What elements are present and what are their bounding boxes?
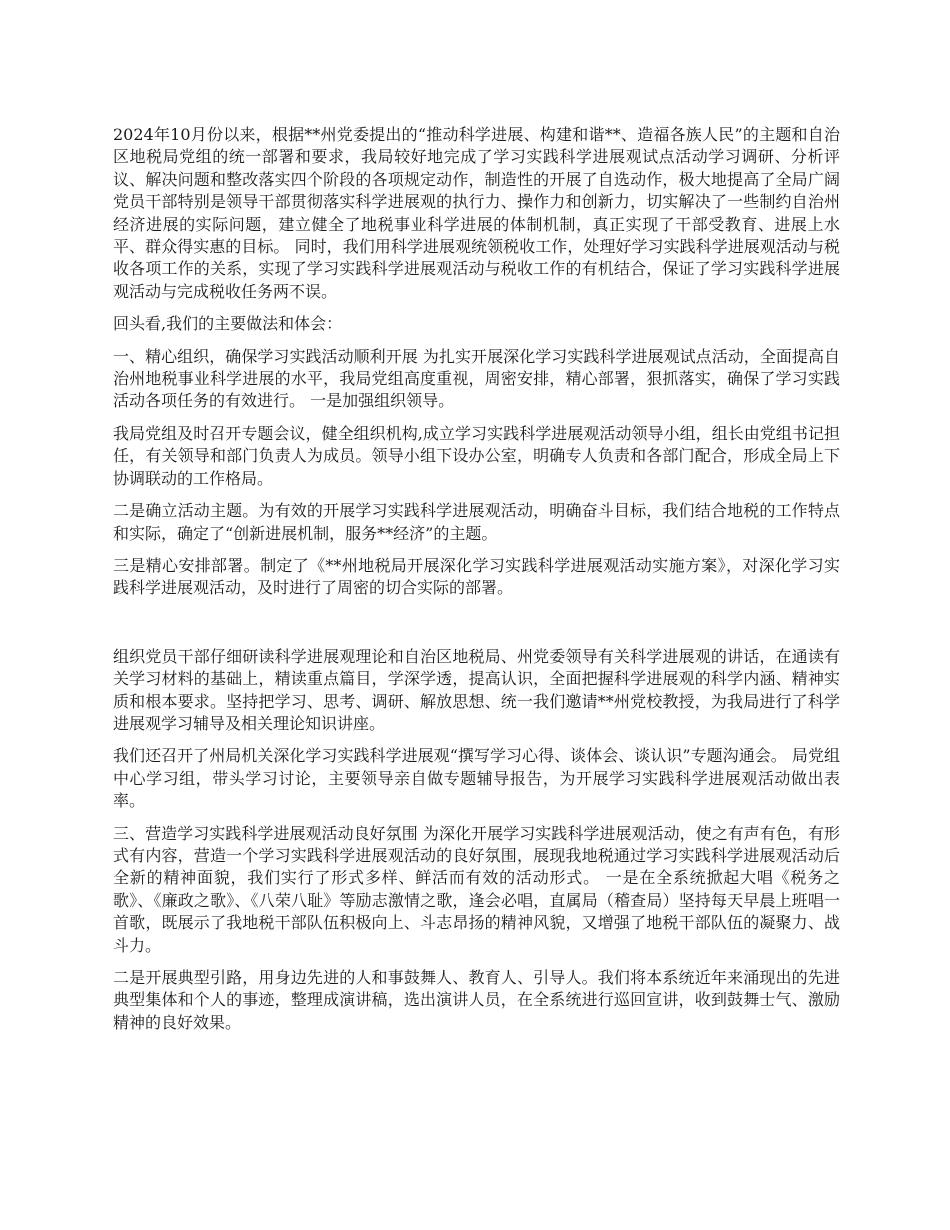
theme-paragraph: 二是确立活动主题。为有效的开展学习实践科学进展观活动，明确奋斗目标，我们结合地税的工作特点和实际，确定了“创新进展机制，服务**经济”的主题。 bbox=[113, 501, 840, 543]
organization-paragraph: 我局党组及时召开专题会议，健全组织机构,成立学习实践科学进展观活动领导小组，组长由党组书记担任，有关领导和部门负责人为成员。领导小组下设办公室，明确专人负责和各部门配合，形成全局上下协调联动的工作格局。 bbox=[113, 423, 840, 488]
deployment-paragraph: 三是精心安排部署。制定了《**州地税局开展深化学习实践科学进展观活动实施方案》，对深化学习实践科学进展观活动，及时进行了周密的切合实际的部署。 bbox=[113, 555, 840, 598]
role-model-paragraph: 二是开展典型引路，用身边先进的人和事鼓舞人、教育人、引导人。我们将本系统近年来涌现出的先进典型集体和个人的事迹，整理成演讲稿，选出演讲人员，在全系统进行巡回宣讲，收到鼓舞士气、激励精神的良好效果。 bbox=[113, 968, 840, 1032]
meeting-paragraph: 我们还召开了州局机关深化学习实践科学进展观“撰写学习心得、谈体会、谈认识”专题沟通会。 局党组中心学习组，带头学习讨论，主要领导亲自做专题辅导报告，为开展学习实践科学进展观活动做出表率。 bbox=[113, 746, 840, 811]
section-three-paragraph: 三、营造学习实践科学进展观活动良好氛围 为深化开展学习实践科学进展观活动，使之有声有色，有形式有内容，营造一个学习实践科学进展观活动的良好氛围，展现我地税通过学习实践科学进展观活动后全新的精神面貌，我们实行了形式多样、鲜活而有效的活动形式。 一是在全系统掀起大唱《税务之歌》、《廉政之歌》、《八荣八耻》等励志激情之歌，逢会必唱，直属局（稽查局）坚持每天早晨上班唱一首歌，既展示了我地税干部队伍积极向上、斗志昂扬的精神风貌，又增强了地税干部队伍的凝聚力、战斗力。 bbox=[113, 823, 840, 955]
paragraph-gap bbox=[113, 610, 840, 646]
study-paragraph: 组织党员干部仔细研读科学进展观理论和自治区地税局、州党委领导有关科学进展观的讲话，在通读有关学习材料的基础上，精读重点篇目，学深学透，提高认识，全面把握科学进展观的科学内涵、精神实质和根本要求。坚持把学习、思考、调研、解放思想、统一我们邀请**州党校教授，为我局进行了科学进展观学习辅导及相关理论知识讲座。 bbox=[113, 646, 840, 733]
section-one-paragraph: 一、精心组织，确保学习实践活动顺利开展 为扎实开展深化学习实践科学进展观试点活动，全面提高自治州地税事业科学进展的水平，我局党组高度重视，周密安排，精心部署，狠抓落实，确保了学习实践活动各项任务的有效进行。 一是加强组织领导。 bbox=[113, 346, 840, 411]
document-body bbox=[113, 124, 840, 1044]
intro-paragraph: 2024年10月份以来，根据**州党委提出的“推动科学进展、构建和谐**、造福各族人民”的主题和自治区地税局党组的统一部署和要求，我局较好地完成了学习实践科学进展观试点活动学习调研、分析评议、解决问题和整改落实四个阶段的各项规定动作，制造性的开展了自选动作，极大地提高了全局广阔党员干部特别是领导干部贯彻落实科学进展观的执行力、操作力和创新力，切实解决了一些制约自治州经济进展的实际问题，建立健全了地税事业科学进展的体制机制，真正实现了干部受教育、进展上水平、群众得实惠的目标。 同时，我们用科学进展观统领税收工作，处理好学习实践科学进展观活动与税收各项工作的关系，实现了学习实践科学进展观活动与税收工作的有机结合，保证了学习实践科学进展观活动与完成税收任务两不误。 bbox=[113, 125, 840, 301]
summary-heading: 回头看,我们的主要做法和体会： bbox=[113, 314, 343, 334]
